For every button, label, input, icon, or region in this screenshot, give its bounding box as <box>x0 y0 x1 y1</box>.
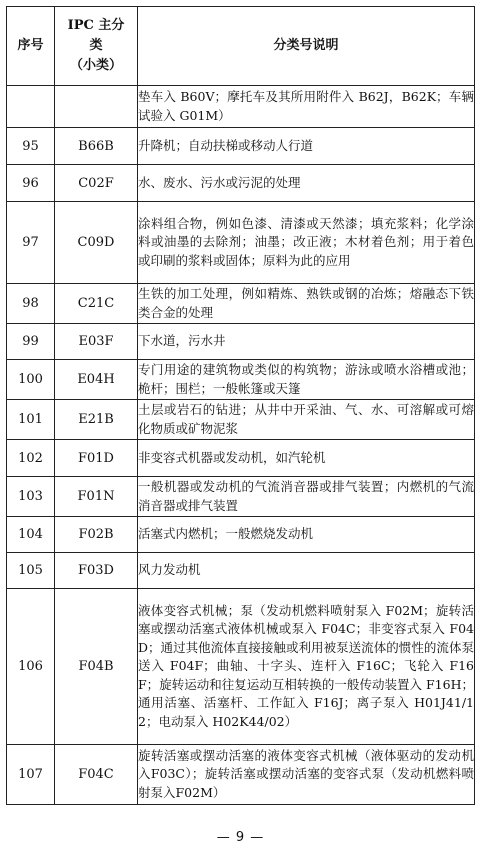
table-row <box>7 128 475 165</box>
row-description: 涂料组合物，例如色漆、清漆或天然漆；填充浆料；化学涂料或油墨的去除剂；油墨；改正液；木材着色剂；用于着色或印刷的浆料或固体；原料为此的应用 <box>138 202 475 284</box>
row-ipc-code: B66B <box>55 128 138 165</box>
header-ipc-class <box>55 7 138 86</box>
row-number: 105 <box>7 553 55 589</box>
row-ipc-code: F01N <box>55 477 138 517</box>
row-number: 99 <box>7 324 55 360</box>
row-description: 专门用途的建筑物或类似的构筑物；游泳或喷水浴槽或池；桅杆；围栏；一般帐篷或天篷 <box>138 360 475 400</box>
table-row <box>7 360 475 400</box>
row-description: 生铁的加工处理，例如精炼、熟铁或钢的冶炼；熔融态下铁类合金的处理 <box>138 284 475 324</box>
row-number: 101 <box>7 400 55 440</box>
table-row <box>7 400 475 440</box>
row-number: 104 <box>7 517 55 553</box>
row-description: 一般机器或发动机的气流消音器或排气装置；内燃机的气流消音器或排气装置 <box>138 477 475 517</box>
row-ipc-code: C09D <box>55 202 138 284</box>
row-ipc-code: F04B <box>55 589 138 745</box>
row-ipc-code: C02F <box>55 165 138 202</box>
row-number: 95 <box>7 128 55 165</box>
row-ipc-code: C21C <box>55 284 138 324</box>
table-row <box>7 517 475 553</box>
row-description: 液体变容式机械；泵（发动机燃料喷射泵入 F02M；旋转活塞或摆动活塞式液体机械或泵入 F04C；非变容式泵入 F04D；通过其他流体直接接触或利用被泵送流体的惯性的流体泵送入 F04F；曲轴、十字头、连杆入 F16C；飞轮入 F16F；旋转运动和往复运动互相转换的一般传动装置入 F16H；通用活塞、活塞杆、工作缸入 F16J；离子泵入 H01J41/12；电动泵入 H02K44/02） <box>138 589 475 745</box>
row-number <box>7 86 55 128</box>
table-row <box>7 284 475 324</box>
header-ipc-line3: （小类） <box>69 58 122 73</box>
row-ipc-code: E21B <box>55 400 138 440</box>
row-ipc-code <box>55 86 138 128</box>
row-number: 106 <box>7 589 55 745</box>
row-number: 98 <box>7 284 55 324</box>
row-number: 96 <box>7 165 55 202</box>
row-description: 活塞式内燃机；一般燃烧发动机 <box>138 517 475 553</box>
header-ipc-line2: 类 <box>89 38 103 53</box>
row-number: 102 <box>7 440 55 477</box>
table-row <box>7 745 475 805</box>
header-ipc-line1: IPC 主分 <box>67 18 125 33</box>
table-row <box>7 324 475 360</box>
row-ipc-code: F01D <box>55 440 138 477</box>
row-number: 103 <box>7 477 55 517</box>
row-ipc-code: E03F <box>55 324 138 360</box>
table-header-row <box>7 7 475 86</box>
row-number: 97 <box>7 202 55 284</box>
row-description: 风力发动机 <box>138 553 475 589</box>
row-number: 107 <box>7 745 55 805</box>
ipc-classification-table <box>6 6 475 805</box>
row-description: 非变容式机器或发动机，如汽轮机 <box>138 440 475 477</box>
table-row <box>7 202 475 284</box>
header-seq-number: 序号 <box>7 7 55 86</box>
row-description: 升降机；自动扶梯或移动人行道 <box>138 128 475 165</box>
row-ipc-code: F04C <box>55 745 138 805</box>
row-description: 土层或岩石的钻进；从井中开采油、气、水、可溶解或可熔化物质或矿物泥浆 <box>138 400 475 440</box>
row-ipc-code: E04H <box>55 360 138 400</box>
table-row <box>7 165 475 202</box>
row-ipc-code: F03D <box>55 553 138 589</box>
table-row <box>7 589 475 745</box>
row-description: 旋转活塞或摆动活塞的液体变容式机械（液体驱动的发动机入F03C）；旋转活塞或摆动活塞的变容式泵（发动机燃料喷射泵入F02M） <box>138 745 475 805</box>
row-number: 100 <box>7 360 55 400</box>
page-number: — 9 — <box>216 830 265 845</box>
table-row <box>7 477 475 517</box>
row-description: 垫车入 B60V；摩托车及其所用附件入 B62J，B62K；车辆试验入 G01M） <box>138 86 475 128</box>
table-row <box>7 86 475 128</box>
row-ipc-code: F02B <box>55 517 138 553</box>
row-description: 下水道，污水井 <box>138 324 475 360</box>
table-row <box>7 440 475 477</box>
table-row <box>7 553 475 589</box>
row-description: 水、废水、污水或污泥的处理 <box>138 165 475 202</box>
header-description: 分类号说明 <box>138 7 475 86</box>
